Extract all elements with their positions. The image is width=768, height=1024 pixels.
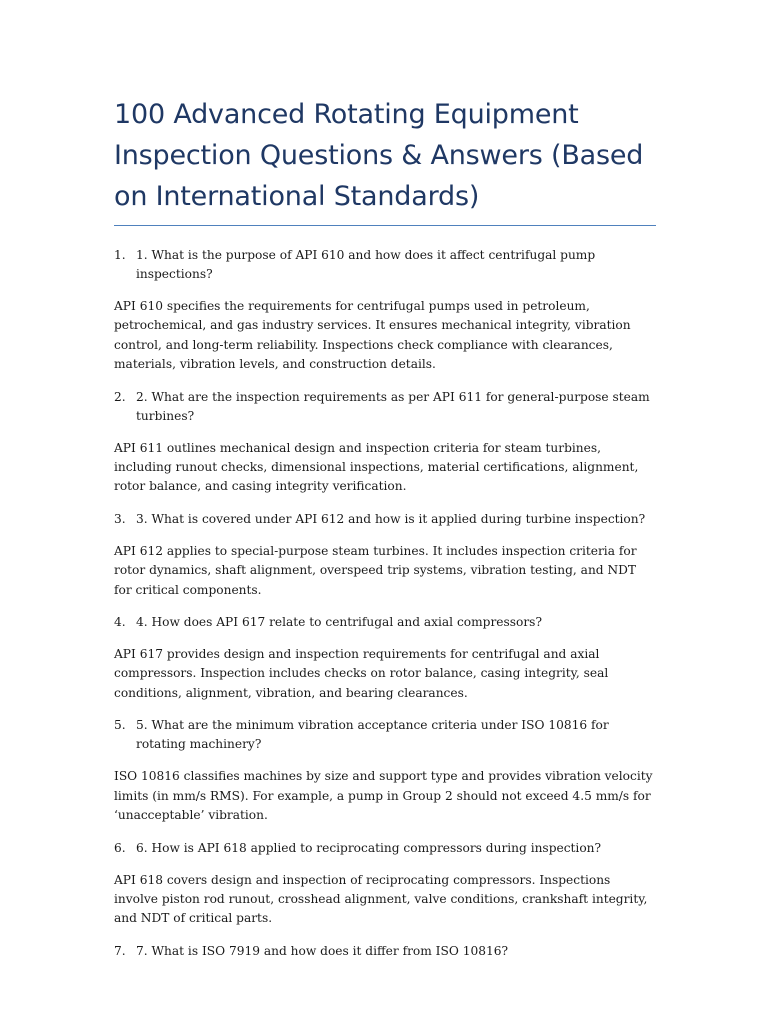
question-number: 2. xyxy=(114,389,126,404)
question-number: 5. xyxy=(114,718,126,733)
question-text: 2. What are the inspection requirements as per API 611 for general-purpose steam turbines? xyxy=(136,389,650,423)
qa-item-4 xyxy=(114,613,656,703)
question-1 xyxy=(114,246,656,284)
document-content xyxy=(114,94,656,974)
document-title: 100 Advanced Rotating Equipment Inspection Questions & Answers (Based on International Standards) xyxy=(114,99,644,212)
question-6 xyxy=(114,839,656,858)
question-5 xyxy=(114,716,656,754)
answer-6: API 618 covers design and inspection of reciprocating compressors. Inspections involve piston rod runout, crosshead alignment, valve conditions, crankshaft integrity, and NDT of critical parts. xyxy=(114,872,648,926)
question-number: 1. xyxy=(114,248,126,262)
question-text: 7. What is ISO 7919 and how does it differ from ISO 10816? xyxy=(136,943,509,958)
title-underline xyxy=(114,225,656,226)
question-number: 7. xyxy=(114,943,126,958)
question-text: 4. How does API 617 relate to centrifugal and axial compressors? xyxy=(136,615,542,630)
question-text: 6. How is API 618 applied to reciprocating compressors during inspection? xyxy=(136,840,602,855)
qa-item-1 xyxy=(114,246,656,375)
question-7 xyxy=(114,942,656,961)
qa-item-2 xyxy=(114,388,656,497)
qa-item-6 xyxy=(114,839,656,929)
question-number: 6. xyxy=(114,840,126,855)
answer-3: API 612 applies to special-purpose steam turbines. It includes inspection criteria for rotor dynamics, shaft alignment, overspeed trip systems, vibration testing, and NDT for critical components. xyxy=(114,543,637,597)
answer-2: API 611 outlines mechanical design and inspection criteria for steam turbines, including runout checks, dimensional inspections, material certifications, alignment, rotor balance, and casing integrity verification. xyxy=(114,440,639,494)
question-4 xyxy=(114,613,656,632)
answer-1: API 610 specifies the requirements for centrifugal pumps used in petroleum, petrochemical, and gas industry services. It ensures mechanical integrity, vibration control, and long-term reliability. Inspections check compliance with clearances, materials, vibration levels, and construction details. xyxy=(114,299,631,372)
qa-item-7 xyxy=(114,942,656,961)
qa-list xyxy=(114,246,656,961)
question-2 xyxy=(114,388,656,426)
answer-4: API 617 provides design and inspection requirements for centrifugal and axial compressors. Inspection includes checks on rotor balance, casing integrity, seal conditions, alignment, vibration, and bearing clearances. xyxy=(114,647,609,700)
question-text: 5. What are the minimum vibration acceptance criteria under ISO 10816 for rotating machinery? xyxy=(136,718,609,752)
qa-item-3 xyxy=(114,510,656,600)
question-text: 3. What is covered under API 612 and how is it applied during turbine inspection? xyxy=(136,511,646,526)
question-number: 4. xyxy=(114,615,126,630)
answer-5: ISO 10816 classifies machines by size and support type and provides vibration velocity limits (in mm/s RMS). For example, a pump in Group 2 should not exceed 4.5 mm/s for ‘unacceptable’ vibration. xyxy=(114,769,653,823)
question-text: 1. What is the purpose of API 610 and how does it affect centrifugal pump inspections? xyxy=(136,248,596,281)
qa-item-5 xyxy=(114,716,656,825)
question-number: 3. xyxy=(114,511,126,526)
question-3 xyxy=(114,510,656,529)
